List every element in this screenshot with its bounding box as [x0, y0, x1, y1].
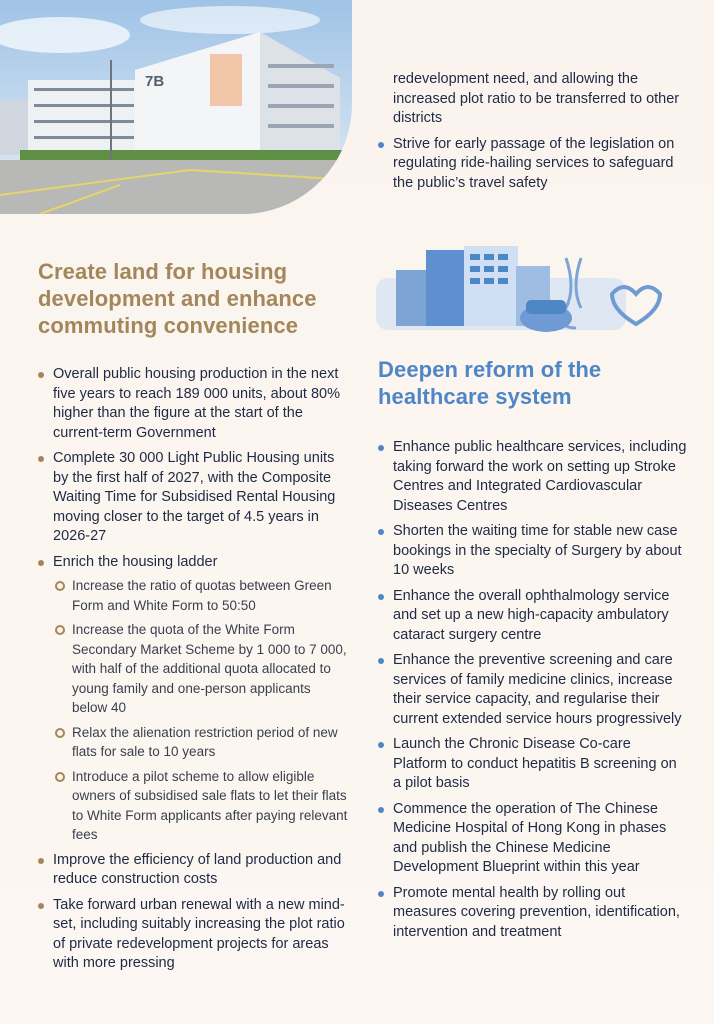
sub-list-item: [55, 767, 348, 845]
housing-photo: [0, 0, 352, 214]
bullet-text: Overall public housing production in the next five years to reach 189 000 units, about 80% higher than the figure at the start of the current-term Government: [53, 366, 340, 441]
list-item: [378, 800, 688, 878]
sub-bullet-text: Increase the quota of the White Form Secondary Market Scheme by 1 000 to 7 000, with half of the additional quota allocated to young family and one-person applicants below 40: [72, 622, 347, 715]
healthcare-heading: Deepen reform of the healthcare system: [378, 357, 602, 409]
bullet-text: Commence the operation of The Chinese Medicine Hospital of Hong Kong in phases and publish the Chinese Medicine Development Blueprint within this year: [393, 800, 667, 875]
building-number: 7B: [145, 73, 165, 90]
list-item: [378, 884, 688, 943]
bullet-text: Complete 30 000 Light Public Housing units by the first half of 2027, with the Composite Waiting Time for Subsidised Rental Housing moving closer to the target of 4.5 years in 2026-27: [53, 450, 336, 544]
bullet-text: Enhance the preventive screening and care services of family medicine clinics, increase their service capacity, and regularise their current extended service hours progressively: [393, 652, 682, 727]
list-item: [38, 449, 348, 547]
bullet-text: Enrich the housing ladder: [53, 553, 218, 570]
bullet-text: Launch the Chronic Disease Co-care Platform to conduct hepatitis B screening on a pilot basis: [393, 736, 677, 791]
sub-bullet-text: Introduce a pilot scheme to allow eligible owners of subsidised sale flats to let their flats to White Form applicants after paying relevant fees: [72, 768, 348, 842]
housing-heading: Create land for housing development and enhance commuting convenience: [38, 259, 317, 338]
list-item: [378, 651, 688, 729]
bullet-text: Promote mental health by rolling out measures covering prevention, identification, intervention and treatment: [393, 884, 680, 940]
list-item: [378, 522, 688, 581]
sub-bullet-text: Relax the alienation restriction period of new flats for sale to 10 years: [72, 724, 338, 759]
healthcare-illustration: [376, 238, 686, 338]
list-item: [378, 587, 688, 646]
bullet-text: Take forward urban renewal with a new mind-set, including suitably increasing the plot ratio of private redevelopment projects for areas with more pressing: [53, 896, 345, 971]
list-item: [378, 135, 688, 194]
sub-list-item: [55, 723, 348, 762]
list-item: [38, 851, 348, 890]
list-item: [38, 896, 348, 974]
list-item: [38, 553, 348, 845]
sub-list-item: [55, 620, 348, 718]
bullet-text: Enhance the overall ophthalmology service and set up a new high-capacity ambulatory cataract surgery centre: [393, 587, 670, 643]
bullet-text: Enhance public healthcare services, including taking forward the work on setting up Stroke Centres and Integrated Cardiovascular Diseases Centres: [393, 439, 687, 514]
sub-list-item: [55, 576, 348, 615]
sub-bullet-text: Increase the ratio of quotas between Green Form and White Form to 50:50: [72, 578, 332, 613]
right-top-continuation: [378, 70, 688, 199]
sub-list: [55, 576, 348, 845]
continued-text: redevelopment need, and allowing the increased plot ratio to be transferred to other districts: [393, 71, 680, 126]
list-item: [378, 735, 688, 794]
list-item: [378, 438, 688, 516]
bullet-text: Shorten the waiting time for stable new case bookings in the specialty of Surgery by about 10 weeks: [393, 523, 682, 578]
healthcare-section: [378, 352, 688, 948]
bullet-text: Strive for early passage of the legislation on regulating ride-hailing services to safeguard the public’s travel safety: [393, 135, 675, 191]
bullet-text: Improve the efficiency of land production and reduce construction costs: [53, 851, 342, 887]
list-item: [38, 365, 348, 443]
housing-section: [38, 258, 348, 980]
